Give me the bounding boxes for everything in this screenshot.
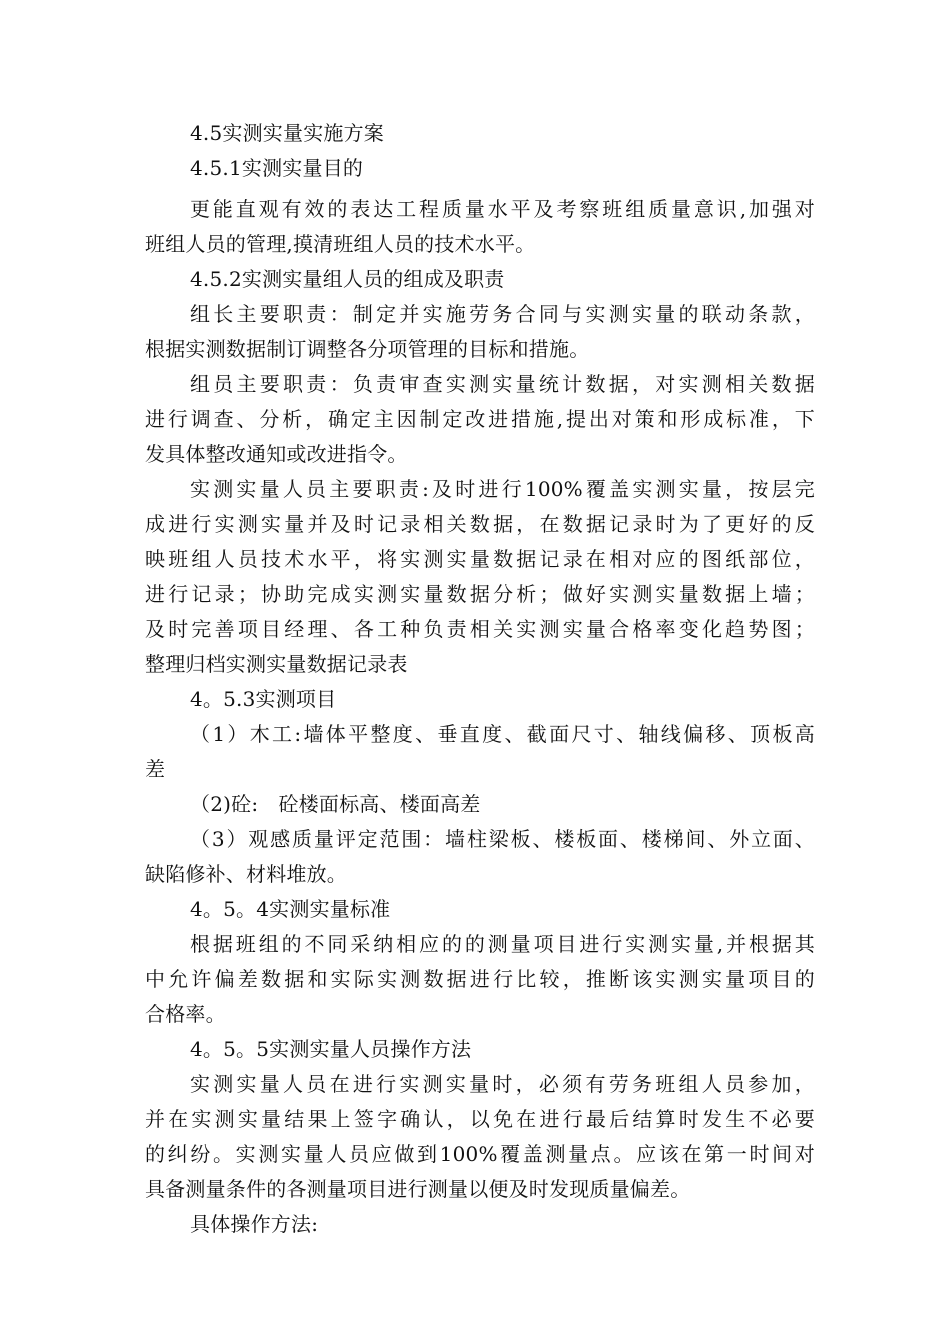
paragraph-line: 进行记录；协助完成实测实量数据分析；做好实测实量数据上墙； [145, 582, 815, 606]
subsection-heading-4-5-2: 4.5.2实测实量组人员的组成及职责 [190, 267, 505, 291]
paragraph-line: 组员主要职责：负责审查实测实量统计数据，对实测相关数据 [190, 372, 815, 396]
subsection-heading-4-5-4: 4。5。4实测实量标准 [190, 897, 391, 921]
section-heading-4-5: 4.5实测实量实施方案 [190, 121, 385, 145]
paragraph-line: 具体操作方法: [190, 1212, 319, 1236]
paragraph-line: 映班组人员技术水平，将实测实量数据记录在相对应的图纸部位， [145, 547, 815, 571]
paragraph-line: 中允许偏差数据和实际实测数据进行比较，推断该实测实量项目的 [145, 967, 815, 991]
paragraph-line: 更能直观有效的表达工程质量水平及考察班组质量意识,加强对 [190, 197, 815, 221]
list-item-line: （1）木工:墙体平整度、垂直度、截面尺寸、轴线偏移、顶板高 [190, 722, 815, 746]
list-item-line: 差 [145, 757, 166, 781]
paragraph-line: 组长主要职责：制定并实施劳务合同与实测实量的联动条款， [190, 302, 815, 326]
paragraph-line: 班组人员的管理,摸清班组人员的技术水平。 [145, 232, 536, 256]
paragraph-line: 根据实测数据制订调整各分项管理的目标和措施。 [145, 337, 590, 361]
paragraph-line: 的纠纷。实测实量人员应做到100%覆盖测量点。应该在第一时间对 [145, 1142, 815, 1166]
list-item-line: （2)砼: 砼楼面标高、楼面高差 [190, 792, 481, 816]
paragraph-line: 合格率。 [145, 1002, 226, 1026]
paragraph-line: 成进行实测实量并及时记录相关数据，在数据记录时为了更好的反 [145, 512, 815, 536]
paragraph-line: 发具体整改通知或改进指令。 [145, 442, 408, 466]
paragraph-line: 根据班组的不同采纳相应的的测量项目进行实测实量,并根据其 [190, 932, 815, 956]
subsection-heading-4-5-5: 4。5。5实测实量人员操作方法 [190, 1037, 472, 1061]
list-item-line: （3）观感质量评定范围：墙柱梁板、楼板面、楼梯间、外立面、 [190, 827, 815, 851]
paragraph-line: 并在实测实量结果上签字确认，以免在进行最后结算时发生不必要 [145, 1107, 815, 1131]
paragraph-line: 及时完善项目经理、各工种负责相关实测实量合格率变化趋势图； [145, 617, 815, 641]
subsection-heading-4-5-3: 4。5.3实测项目 [190, 687, 337, 711]
paragraph-line: 进行调查、分析，确定主因制定改进措施,提出对策和形成标准，下 [145, 407, 815, 431]
paragraph-line: 整理归档实测实量数据记录表 [145, 652, 408, 676]
subsection-heading-4-5-1: 4.5.1实测实量目的 [190, 156, 364, 180]
paragraph-line: 实测实量人员在进行实测实量时，必须有劳务班组人员参加， [190, 1072, 815, 1096]
paragraph-line: 具备测量条件的各测量项目进行测量以便及时发现质量偏差。 [145, 1177, 691, 1201]
paragraph-line: 实测实量人员主要职责:及时进行100%覆盖实测实量，按层完 [190, 477, 815, 501]
list-item-line: 缺陷修补、材料堆放。 [145, 862, 347, 886]
